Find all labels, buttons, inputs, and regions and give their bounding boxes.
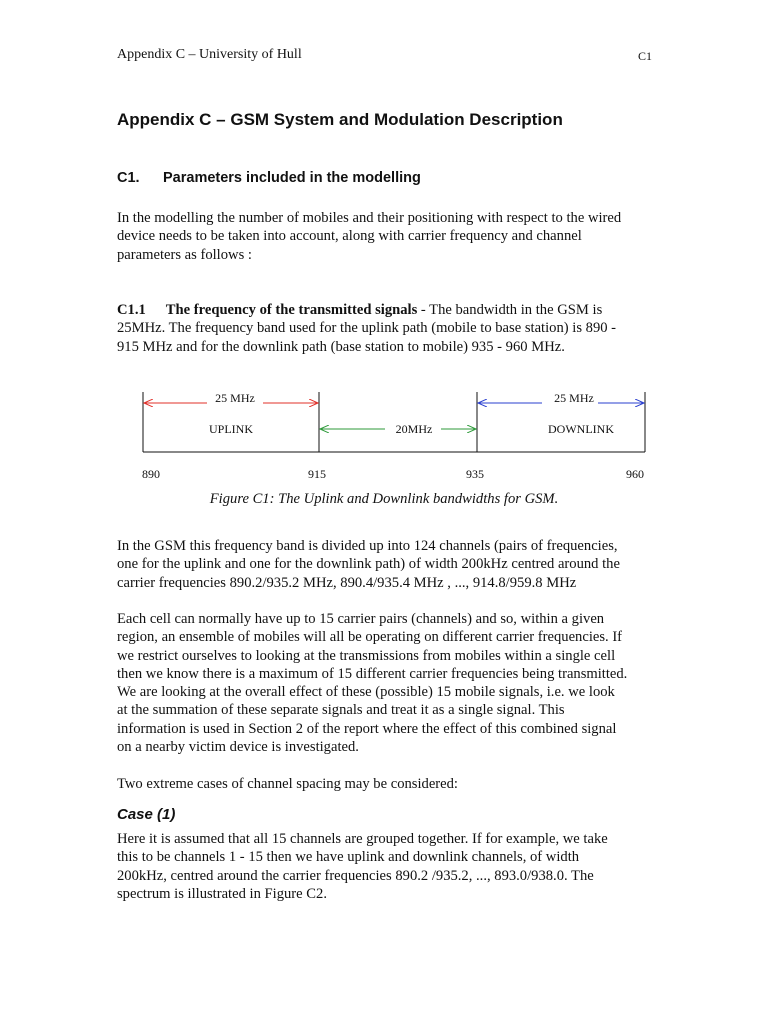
case-heading: Case (1) bbox=[117, 806, 176, 823]
text-line: information is used in Section 2 of the report where the effect of this combined signal bbox=[117, 720, 617, 737]
channels-paragraph bbox=[117, 537, 657, 592]
uplink-bandwidth-label: 25 MHz bbox=[215, 391, 255, 405]
downlink-bandwidth-label: 25 MHz bbox=[554, 391, 594, 405]
subsection-heading: The frequency of the transmitted signals bbox=[165, 302, 418, 318]
text-line: 25MHz. The frequency band used for the uplink path (mobile to base station) is 890 - bbox=[117, 320, 617, 337]
figure-caption: Figure C1: The Uplink and Downlink bandwidths for GSM. bbox=[209, 491, 559, 507]
text-line: this to be channels 1 - 15 then we have uplink and downlink channels, of width bbox=[117, 849, 580, 866]
text-line: then we know there is a maximum of 15 different carrier frequencies being transmitted. bbox=[117, 665, 628, 682]
subsection-paragraph bbox=[117, 301, 657, 356]
tick-label-890: 890 bbox=[142, 467, 160, 481]
carrier-pairs-paragraph bbox=[117, 610, 657, 756]
text-line: carrier frequencies 890.2/935.2 MHz, 890.4/935.4 MHz , ..., 914.8/959.8 MHz bbox=[117, 574, 577, 591]
tick-label-935: 935 bbox=[466, 467, 484, 481]
text-line: parameters as follows : bbox=[117, 246, 252, 263]
section-heading: Parameters included in the modelling bbox=[163, 170, 421, 186]
page-title: Appendix C – GSM System and Modulation Description bbox=[117, 110, 563, 129]
text-line: Here it is assumed that all 15 channels are grouped together. If for example, we take bbox=[117, 831, 608, 847]
text-line bbox=[117, 301, 657, 319]
text-line: In the GSM this frequency band is divided up into 124 channels (pairs of frequencies, bbox=[117, 538, 618, 554]
gap-label: 20MHz bbox=[395, 422, 433, 436]
text-line: Each cell can normally have up to 15 carrier pairs (channels) and so, within a given bbox=[117, 611, 605, 627]
tick-label-960: 960 bbox=[626, 467, 644, 481]
text-line: one for the uplink and one for the downlink path) of width 200kHz centred around the bbox=[117, 556, 620, 573]
text-line: we restrict ourselves to looking at the transmissions from mobiles within a single cell bbox=[117, 647, 616, 664]
extreme-cases-paragraph: Two extreme cases of channel spacing may be considered: bbox=[117, 776, 458, 792]
case-paragraph bbox=[117, 830, 657, 903]
subsection-number: C1.1 bbox=[117, 302, 146, 318]
text-line: In the modelling the number of mobiles and their positioning with respect to the wired bbox=[117, 210, 622, 226]
text-line: at the summation of these separate signals and treat it as a single signal. This bbox=[117, 702, 565, 719]
text-line: spectrum is illustrated in Figure C2. bbox=[117, 885, 327, 902]
text-run: - The bandwidth in the GSM is bbox=[417, 302, 603, 318]
uplink-label: UPLINK bbox=[209, 422, 253, 436]
downlink-label: DOWNLINK bbox=[548, 422, 614, 436]
tick-label-915: 915 bbox=[308, 467, 326, 481]
text-line: We are looking at the overall effect of these (possible) 15 mobile signals, i.e. we look bbox=[117, 684, 615, 701]
text-line: device needs to be taken into account, along with carrier frequency and channel bbox=[117, 228, 582, 245]
bandwidth-diagram bbox=[0, 380, 768, 485]
running-header: Appendix C – University of Hull bbox=[117, 47, 302, 62]
text-line: on a nearby victim device is investigated. bbox=[117, 739, 359, 756]
text-line: 200kHz, centred around the carrier frequencies 890.2 /935.2, ..., 893.0/938.0. The bbox=[117, 867, 594, 884]
intro-paragraph bbox=[117, 209, 657, 264]
page-number: C1 bbox=[638, 49, 653, 63]
text-line: region, an ensemble of mobiles will all be operating on different carrier frequencies. If bbox=[117, 629, 623, 646]
section-number: C1. bbox=[117, 170, 140, 186]
text-line: 915 MHz and for the downlink path (base station to mobile) 935 - 960 MHz. bbox=[117, 338, 565, 355]
